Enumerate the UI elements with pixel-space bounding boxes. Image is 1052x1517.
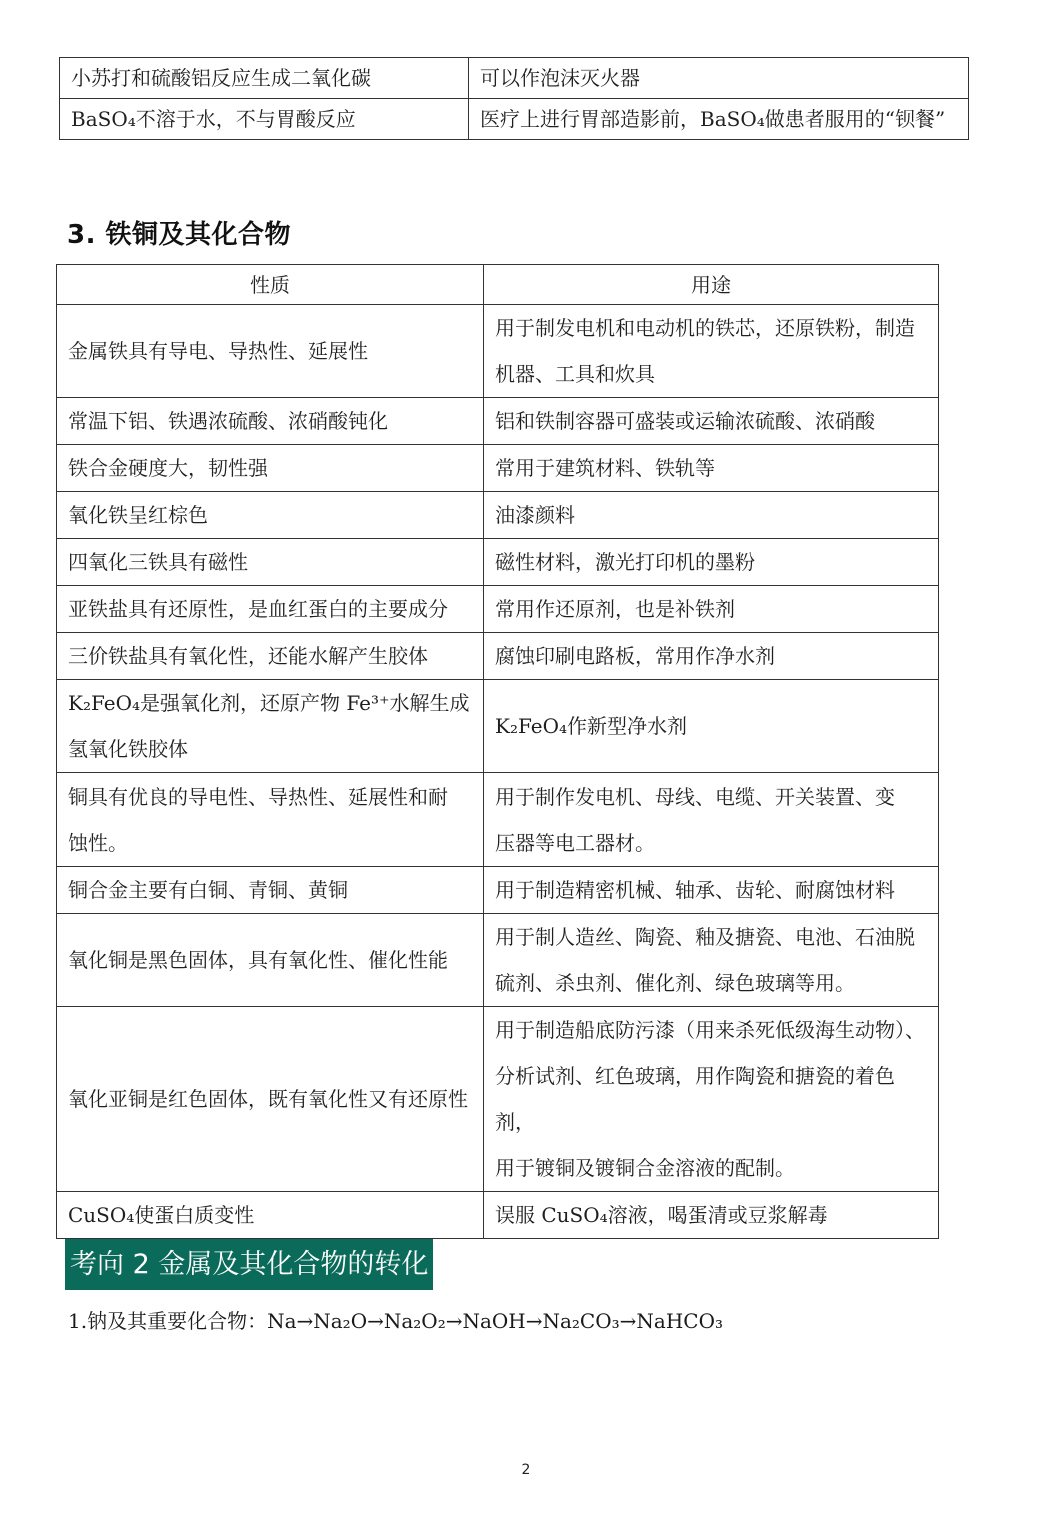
property-cell: 四氧化三铁具有磁性 [57,539,484,586]
use-cell: 常用于建筑材料、铁轨等 [484,445,939,492]
use-cell: 用于制作发电机、母线、电缆、开关装置、变 压器等电工器材。 [484,773,939,867]
property-cell: BaSO₄不溶于水，不与胃酸反应 [60,99,469,140]
use-cell: 医疗上进行胃部造影前，BaSO₄做患者服用的“钡餐” [469,99,969,140]
table-row [60,99,969,140]
table-row [57,1192,939,1239]
use-cell: 铝和铁制容器可盛装或运输浓硫酸、浓硝酸 [484,398,939,445]
table-row [57,539,939,586]
table-row [57,305,939,398]
property-cell: 氧化铜是黑色固体，具有氧化性、催化性能 [57,914,484,1007]
property-cell: 氧化亚铜是红色固体，既有氧化性又有还原性 [57,1007,484,1192]
property-cell: 金属铁具有导电、导热性、延展性 [57,305,484,398]
property-cell: 氧化铁呈红棕色 [57,492,484,539]
table-row [57,1007,939,1192]
section-title: 3. 铁铜及其化合物 [67,220,292,250]
table-row [57,914,939,1007]
table-row [57,867,939,914]
use-cell: 油漆颜料 [484,492,939,539]
table-row [57,445,939,492]
use-cell: 用于制造精密机械、轴承、齿轮、耐腐蚀材料 [484,867,939,914]
table-header-row [57,265,939,305]
use-cell: 用于制人造丝、陶瓷、釉及搪瓷、电池、石油脱 硫剂、杀虫剂、催化剂、绿色玻璃等用。 [484,914,939,1007]
property-cell: 铁合金硬度大，韧性强 [57,445,484,492]
property-cell: 小苏打和硫酸铝反应生成二氧化碳 [60,58,469,99]
column-header-property: 性质 [57,265,484,305]
table-row [57,680,939,773]
table-row [57,586,939,633]
use-cell: K₂FeO₄作新型净水剂 [484,680,939,773]
use-cell: 可以作泡沫灭火器 [469,58,969,99]
use-cell: 磁性材料，激光打印机的墨粉 [484,539,939,586]
table-row [60,58,969,99]
use-cell: 误服 CuSO₄溶液，喝蛋清或豆浆解毒 [484,1192,939,1239]
top-table [59,57,969,140]
property-cell: 常温下铝、铁遇浓硫酸、浓硝酸钝化 [57,398,484,445]
use-cell: 常用作还原剂，也是补铁剂 [484,586,939,633]
table-row [57,398,939,445]
property-cell: CuSO₄使蛋白质变性 [57,1192,484,1239]
sodium-conversion-chain: 1.钠及其重要化合物：Na→Na₂O→Na₂O₂→NaOH→Na₂CO₃→NaHCO₃ [68,1309,723,1333]
use-cell: 用于制发电机和电动机的铁芯，还原铁粉，制造 机器、工具和炊具 [484,305,939,398]
property-cell: 铜合金主要有白铜、青铜、黄铜 [57,867,484,914]
table-row [57,633,939,680]
property-cell: 三价铁盐具有氧化性，还能水解产生胶体 [57,633,484,680]
iron-copper-table [56,264,939,1239]
property-cell: 亚铁盐具有还原性，是血红蛋白的主要成分 [57,586,484,633]
column-header-use: 用途 [484,265,939,305]
page-number: 2 [521,1462,531,1478]
use-cell: 腐蚀印刷电路板，常用作净水剂 [484,633,939,680]
use-cell: 用于制造船底防污漆（用来杀死低级海生动物）、 分析试剂、红色玻璃，用作陶瓷和搪瓷的着色剂， 用于镀铜及镀铜合金溶液的配制。 [484,1007,939,1192]
table-row [57,773,939,867]
section-banner: 考向 2 金属及其化合物的转化 [65,1239,433,1290]
table-row [57,492,939,539]
property-cell: K₂FeO₄是强氧化剂，还原产物 Fe³⁺水解生成 氢氧化铁胶体 [57,680,484,773]
property-cell: 铜具有优良的导电性、导热性、延展性和耐 蚀性。 [57,773,484,867]
